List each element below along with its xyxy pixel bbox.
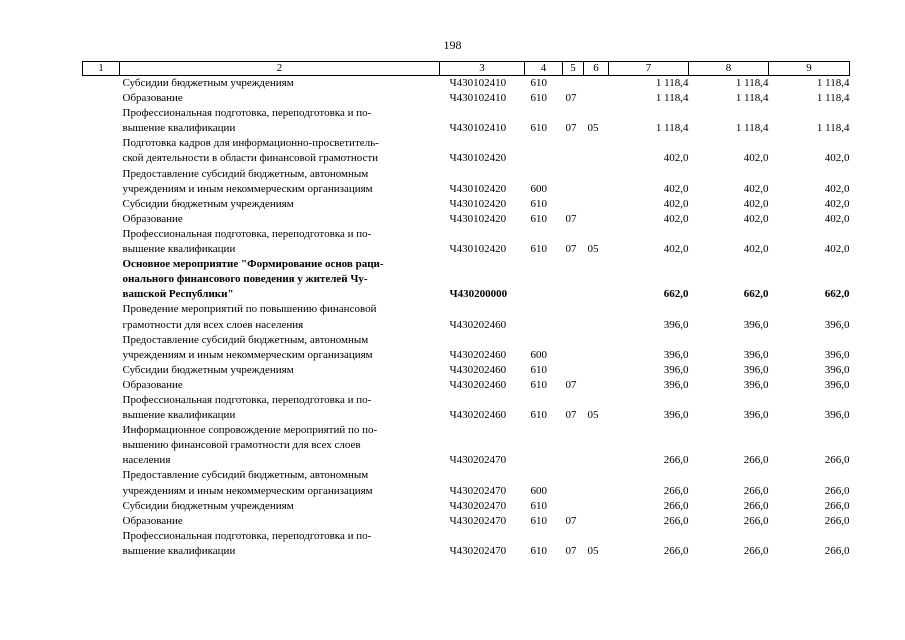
table-row	[83, 106, 850, 136]
row-expense-type-cell: 600	[530, 348, 547, 361]
table-row	[83, 499, 850, 514]
row-expense-type-cell: 610	[530, 544, 547, 557]
header-cell-6: 6	[584, 62, 609, 76]
row-target-article-cell: Ч430202460	[449, 318, 507, 331]
row-section-cell	[563, 363, 584, 378]
row-amount-col7-cell: 402,0	[663, 182, 689, 195]
row-amount-col9-cell: 396,0	[824, 318, 850, 331]
row-amount-col8-cell: 662,0	[743, 288, 769, 301]
row-number-cell	[83, 76, 120, 92]
row-target-article-cell: Ч430102420	[449, 243, 507, 256]
row-amount-col7-cell: 402,0	[663, 197, 689, 210]
row-name-cell	[120, 333, 440, 363]
row-name-cell	[120, 393, 440, 423]
row-number-cell	[83, 499, 120, 514]
row-amount-col7-cell: 266,0	[663, 499, 689, 512]
budget-table	[82, 61, 850, 559]
row-name-cell	[120, 257, 440, 302]
row-expense-type-cell: 610	[530, 409, 547, 422]
row-amount-col9-cell: 1 118,4	[816, 92, 850, 105]
row-name-line: Субсидии бюджетным учреждениям	[122, 363, 294, 376]
row-amount-col9-cell: 402,0	[824, 243, 850, 256]
row-expense-type-cell: 610	[530, 92, 547, 105]
row-amount-col9-cell: 266,0	[824, 514, 850, 527]
row-subsection-cell	[584, 423, 609, 468]
row-subsection-cell	[584, 499, 609, 514]
row-number-cell	[83, 212, 120, 227]
row-name-cell	[120, 167, 440, 197]
row-name-line: онального финансового поведения у жителей Чу-	[122, 273, 368, 286]
row-name-cell	[120, 212, 440, 227]
row-name-cell	[120, 91, 440, 106]
row-number-cell	[83, 227, 120, 257]
table-row	[83, 257, 850, 302]
row-amount-col8-cell: 1 118,4	[735, 77, 769, 89]
row-target-article-cell: Ч430102420	[449, 197, 507, 210]
row-section-cell	[563, 468, 584, 498]
row-subsection-cell	[584, 197, 609, 212]
row-amount-col9-cell: 662,0	[824, 288, 850, 301]
row-amount-col9-cell: 266,0	[824, 454, 850, 467]
header-cell-5: 5	[563, 62, 584, 76]
row-expense-type-cell	[525, 302, 563, 332]
row-section-cell	[563, 257, 584, 302]
row-expense-type-cell: 610	[530, 212, 547, 225]
row-target-article-cell: Ч430102410	[449, 92, 507, 105]
row-name-cell	[120, 363, 440, 378]
row-section-cell: 07	[565, 514, 577, 527]
row-amount-col9-cell: 396,0	[824, 348, 850, 361]
row-subsection-cell	[584, 363, 609, 378]
row-amount-col8-cell: 396,0	[743, 409, 769, 422]
row-amount-col7-cell: 266,0	[663, 544, 689, 557]
row-number-cell	[83, 136, 120, 166]
header-cell-7: 7	[609, 62, 689, 76]
row-amount-col8-cell: 1 118,4	[735, 92, 769, 105]
row-name-line: Проведение мероприятий по повышению финансовой	[122, 303, 377, 316]
row-target-article-cell: Ч430202470	[449, 454, 507, 467]
row-name-line: вышение квалификации	[122, 544, 236, 557]
row-subsection-cell	[584, 514, 609, 529]
row-subsection-cell	[584, 302, 609, 332]
row-section-cell	[563, 197, 584, 212]
row-amount-col8-cell: 396,0	[743, 318, 769, 331]
row-section-cell: 07	[565, 122, 577, 135]
row-target-article-cell: Ч430202470	[449, 499, 507, 512]
table-row	[83, 468, 850, 498]
row-amount-col8-cell: 396,0	[743, 378, 769, 391]
row-amount-col8-cell: 402,0	[743, 212, 769, 225]
row-expense-type-cell: 600	[530, 484, 547, 497]
row-amount-col7-cell: 396,0	[663, 363, 689, 376]
row-name-cell	[120, 197, 440, 212]
row-amount-col7-cell: 396,0	[663, 348, 689, 361]
row-number-cell	[83, 106, 120, 136]
row-name-line: Предоставление субсидий бюджетным, автономным	[122, 333, 369, 346]
row-target-article-cell: Ч430102410	[449, 77, 507, 89]
row-name-line: вышение квалификации	[122, 122, 236, 135]
row-amount-col8-cell: 396,0	[743, 348, 769, 361]
table-row	[83, 363, 850, 378]
row-expense-type-cell: 610	[530, 363, 547, 376]
row-name-cell	[120, 106, 440, 136]
row-number-cell	[83, 423, 120, 468]
row-name-cell	[120, 227, 440, 257]
row-target-article-cell: Ч430202470	[449, 514, 507, 527]
table-row	[83, 529, 850, 559]
row-amount-col7-cell: 266,0	[663, 514, 689, 527]
row-amount-col8-cell: 266,0	[743, 454, 769, 467]
row-target-article-cell: Ч430102410	[449, 122, 507, 135]
row-number-cell	[83, 302, 120, 332]
row-expense-type-cell	[525, 136, 563, 166]
row-name-line: Образование	[122, 212, 183, 225]
row-number-cell	[83, 514, 120, 529]
row-name-line: Субсидии бюджетным учреждениям	[122, 499, 294, 512]
row-name-line: Профессиональная подготовка, переподготовка и по-	[122, 393, 372, 406]
row-amount-col8-cell: 1 118,4	[735, 122, 769, 135]
row-section-cell: 07	[565, 243, 577, 256]
row-amount-col8-cell: 402,0	[743, 182, 769, 195]
row-amount-col9-cell: 396,0	[824, 363, 850, 376]
table-row	[83, 136, 850, 166]
row-name-line: населения	[122, 454, 171, 467]
row-amount-col7-cell: 266,0	[663, 484, 689, 497]
row-name-line: Основное мероприятие "Формирование основ раци-	[122, 258, 384, 271]
row-amount-col9-cell: 396,0	[824, 409, 850, 422]
row-amount-col9-cell: 1 118,4	[816, 77, 850, 89]
row-amount-col9-cell: 266,0	[824, 484, 850, 497]
row-number-cell	[83, 363, 120, 378]
table-header-row	[83, 62, 850, 76]
row-name-line: Предоставление субсидий бюджетным, автономным	[122, 167, 369, 180]
row-section-cell: 07	[565, 212, 577, 225]
row-subsection-cell: 05	[587, 243, 599, 256]
table-row	[83, 227, 850, 257]
row-name-line: Профессиональная подготовка, переподготовка и по-	[122, 227, 372, 240]
header-cell-3: 3	[440, 62, 525, 76]
row-subsection-cell	[584, 136, 609, 166]
row-amount-col7-cell: 402,0	[663, 152, 689, 165]
table-row	[83, 302, 850, 332]
row-amount-col9-cell: 402,0	[824, 182, 850, 195]
row-name-line: вышению финансовой грамотности для всех слоев	[122, 439, 361, 452]
row-expense-type-cell: 610	[530, 499, 547, 512]
row-section-cell	[563, 302, 584, 332]
table-row	[83, 167, 850, 197]
table-row	[83, 91, 850, 106]
row-target-article-cell: Ч430102420	[449, 152, 507, 165]
row-expense-type-cell: 610	[530, 197, 547, 210]
header-cell-4: 4	[525, 62, 563, 76]
row-amount-col8-cell: 402,0	[743, 197, 769, 210]
row-number-cell	[83, 197, 120, 212]
row-number-cell	[83, 257, 120, 302]
table-row	[83, 393, 850, 423]
row-amount-col7-cell: 1 118,4	[655, 92, 689, 105]
row-number-cell	[83, 529, 120, 559]
row-name-line: ской деятельности в области финансовой грамотности	[122, 152, 379, 165]
row-subsection-cell	[584, 333, 609, 363]
row-amount-col7-cell: 266,0	[663, 454, 689, 467]
table-row	[83, 514, 850, 529]
row-amount-col8-cell: 266,0	[743, 484, 769, 497]
table-row	[83, 76, 850, 92]
row-amount-col9-cell: 266,0	[824, 544, 850, 557]
row-expense-type-cell	[525, 423, 563, 468]
row-name-line: вышение квалификации	[122, 409, 236, 422]
row-section-cell	[563, 167, 584, 197]
row-name-line: Субсидии бюджетным учреждениям	[122, 77, 294, 89]
row-number-cell	[83, 91, 120, 106]
row-subsection-cell	[584, 167, 609, 197]
row-target-article-cell: Ч430202470	[449, 484, 507, 497]
row-subsection-cell: 05	[587, 544, 599, 557]
row-name-line: Профессиональная подготовка, переподготовка и по-	[122, 107, 372, 120]
row-amount-col7-cell: 396,0	[663, 378, 689, 391]
row-amount-col7-cell: 402,0	[663, 212, 689, 225]
row-target-article-cell: Ч430202460	[449, 348, 507, 361]
row-expense-type-cell: 610	[530, 77, 547, 89]
row-number-cell	[83, 378, 120, 393]
row-name-line: Субсидии бюджетным учреждениям	[122, 197, 294, 210]
row-amount-col9-cell: 402,0	[824, 152, 850, 165]
table-row	[83, 423, 850, 468]
row-expense-type-cell: 610	[530, 378, 547, 391]
row-name-line: учреждениям и иным некоммерческим организациям	[122, 348, 373, 361]
row-target-article-cell: Ч430102420	[449, 182, 507, 195]
row-section-cell: 07	[565, 92, 577, 105]
row-name-line: вашской Республики"	[122, 288, 234, 301]
table-row	[83, 197, 850, 212]
row-section-cell	[563, 423, 584, 468]
row-subsection-cell	[584, 76, 609, 92]
row-amount-col9-cell: 1 118,4	[816, 122, 850, 135]
row-name-cell	[120, 302, 440, 332]
row-target-article-cell: Ч430102420	[449, 212, 507, 225]
row-name-cell	[120, 423, 440, 468]
row-expense-type-cell: 610	[530, 122, 547, 135]
header-cell-1: 1	[83, 62, 120, 76]
row-name-cell	[120, 499, 440, 514]
header-cell-9: 9	[769, 62, 850, 76]
table-row	[83, 212, 850, 227]
row-expense-type-cell	[525, 257, 563, 302]
row-name-line: Подготовка кадров для информационно-просветитель-	[122, 137, 379, 150]
row-name-line: учреждениям и иным некоммерческим организациям	[122, 484, 373, 497]
row-number-cell	[83, 468, 120, 498]
row-name-cell	[120, 76, 440, 92]
row-target-article-cell: Ч430202460	[449, 378, 507, 391]
row-name-line: Информационное сопровождение мероприятий по по-	[122, 424, 378, 437]
row-subsection-cell	[584, 91, 609, 106]
row-section-cell	[563, 499, 584, 514]
row-subsection-cell: 05	[587, 409, 599, 422]
row-section-cell: 07	[565, 409, 577, 422]
row-amount-col7-cell: 402,0	[663, 243, 689, 256]
row-section-cell	[563, 136, 584, 166]
row-amount-col8-cell: 402,0	[743, 152, 769, 165]
row-subsection-cell	[584, 378, 609, 393]
row-name-cell	[120, 529, 440, 559]
row-name-line: Профессиональная подготовка, переподготовка и по-	[122, 529, 372, 542]
page-number: 198	[443, 38, 462, 52]
row-amount-col9-cell: 396,0	[824, 378, 850, 391]
row-section-cell	[563, 333, 584, 363]
row-expense-type-cell: 600	[530, 182, 547, 195]
row-amount-col7-cell: 396,0	[663, 409, 689, 422]
row-subsection-cell	[584, 212, 609, 227]
row-target-article-cell: Ч430202460	[449, 409, 507, 422]
row-amount-col9-cell: 402,0	[824, 212, 850, 225]
row-name-line: Образование	[122, 514, 183, 527]
row-amount-col9-cell: 266,0	[824, 499, 850, 512]
row-name-cell	[120, 136, 440, 166]
row-number-cell	[83, 333, 120, 363]
table-row	[83, 333, 850, 363]
table-row	[83, 378, 850, 393]
row-name-line: Образование	[122, 378, 183, 391]
row-amount-col8-cell: 266,0	[743, 499, 769, 512]
row-amount-col8-cell: 402,0	[743, 243, 769, 256]
row-expense-type-cell: 610	[530, 243, 547, 256]
header-cell-2: 2	[120, 62, 440, 76]
row-subsection-cell: 05	[587, 122, 599, 135]
row-section-cell: 07	[565, 378, 577, 391]
row-amount-col7-cell: 396,0	[663, 318, 689, 331]
row-target-article-cell: Ч430200000	[449, 288, 508, 301]
row-number-cell	[83, 167, 120, 197]
row-amount-col8-cell: 396,0	[743, 363, 769, 376]
row-section-cell: 07	[565, 544, 577, 557]
row-expense-type-cell: 610	[530, 514, 547, 527]
row-name-cell	[120, 378, 440, 393]
row-target-article-cell: Ч430202470	[449, 544, 507, 557]
row-amount-col8-cell: 266,0	[743, 514, 769, 527]
row-name-cell	[120, 514, 440, 529]
row-amount-col7-cell: 662,0	[663, 288, 689, 301]
row-amount-col9-cell: 402,0	[824, 197, 850, 210]
row-name-line: Предоставление субсидий бюджетным, автономным	[122, 469, 369, 482]
row-name-line: грамотности для всех слоев населения	[122, 318, 304, 331]
row-number-cell	[83, 393, 120, 423]
row-name-line: Образование	[122, 92, 183, 105]
row-amount-col8-cell: 266,0	[743, 544, 769, 557]
row-name-line: вышение квалификации	[122, 243, 236, 256]
row-amount-col7-cell: 1 118,4	[655, 122, 689, 135]
row-amount-col7-cell: 1 118,4	[655, 77, 689, 89]
row-subsection-cell	[584, 257, 609, 302]
row-name-cell	[120, 468, 440, 498]
row-name-line: учреждениям и иным некоммерческим организациям	[122, 182, 373, 195]
row-target-article-cell: Ч430202460	[449, 363, 507, 376]
row-section-cell	[563, 76, 584, 92]
header-cell-8: 8	[689, 62, 769, 76]
row-subsection-cell	[584, 468, 609, 498]
